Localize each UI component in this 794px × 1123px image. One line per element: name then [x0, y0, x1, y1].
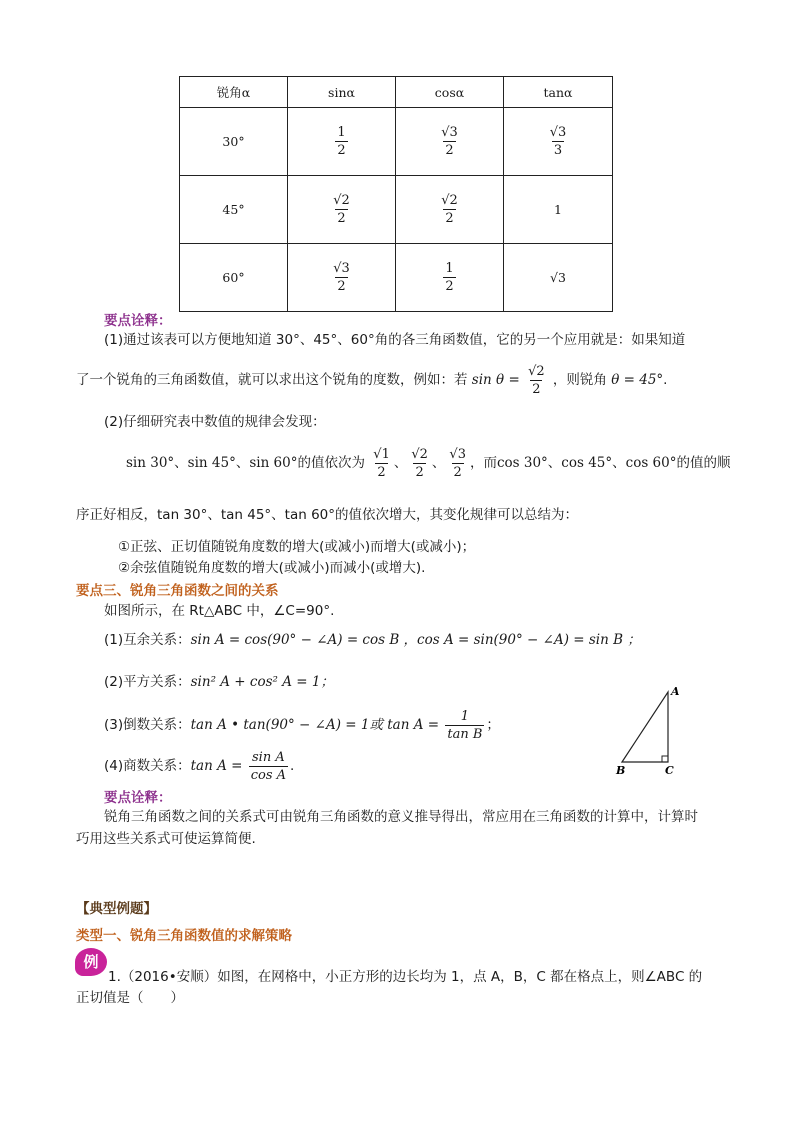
table-row — [180, 108, 613, 176]
table-row — [180, 176, 613, 244]
table-row — [180, 244, 613, 312]
right-triangle-figure — [610, 682, 690, 778]
question-1-line-2: 正切值是（ ） — [76, 990, 184, 1006]
section-intro: 如图所示，在 Rt△ABC 中，∠C=90°. — [104, 603, 335, 619]
triangle-shape — [622, 692, 668, 762]
sin-cell: $\frac{√2}{2}$ — [288, 176, 396, 244]
table-header-angle: 锐角α — [180, 77, 288, 108]
tan-cell: √3 — [504, 244, 613, 312]
section-heading: 要点三、锐角三角函数之间的关系 — [76, 583, 279, 599]
rule-2: ②余弦值随锐角度数的增大(或减小)而减小(或增大). — [118, 560, 426, 576]
relation-reciprocal: (3)倒数关系：tan A • tan(90° − ∠A) = 1或 tan A = $\frac{1}{\text{tan B}}$ ； — [104, 708, 500, 742]
tan-cell: 1 — [504, 176, 613, 244]
note-paragraph-2-line-1: (2)仔细研究表中数值的规律会发现： — [104, 414, 326, 430]
table-header-cos: cosα — [396, 77, 504, 108]
note2-line-1: 锐角三角函数之间的关系式可由锐角三角函数的意义推导得出，常应用在三角函数的计算中，计算时 — [104, 809, 698, 825]
right-angle-mark — [662, 756, 668, 762]
sin-cell: $\frac{√3}{2}$ — [288, 244, 396, 312]
vertex-c-label: C — [665, 764, 674, 777]
vertex-b-label: B — [616, 764, 626, 777]
vertex-a-label: A — [671, 685, 680, 698]
relation-square: (2)平方关系：sin² A + cos² A = 1； — [104, 674, 334, 690]
table-header-sin: sinα — [288, 77, 396, 108]
cos-cell: $\frac{1}{2}$ — [396, 244, 504, 312]
trig-value-table — [179, 76, 613, 312]
note-paragraph-2-line-3: 序正好相反，tan 30°、tan 45°、tan 60°的值依次增大，其变化规律可以总结为： — [76, 507, 579, 523]
angle-cell: 60° — [180, 244, 288, 312]
note-paragraph-1-line-2: 了一个锐角的三角函数值，就可以求出这个锐角的度数，例如：若 sin θ = $\frac{√2}{2}$ ，则锐角 θ = 45°. — [76, 363, 668, 397]
note-title: 要点诠释： — [104, 313, 172, 329]
note-paragraph-2-line-2: sin 30°、sin 45°、sin 60°的值依次为 $\frac{√1}{2}$ 、 $\frac{√2}{2}$ 、 $\frac{√3}{2}$ ，而cos 30°、cos 45°、cos 60°的值的顺 — [126, 446, 731, 480]
type-heading: 类型一、锐角三角函数值的求解策略 — [76, 928, 292, 944]
cos-cell: $\frac{√2}{2}$ — [396, 176, 504, 244]
tan-cell: $\frac{√3}{3}$ — [504, 108, 613, 176]
angle-cell: 45° — [180, 176, 288, 244]
examples-heading: 【典型例题】 — [76, 901, 157, 917]
relation-complementary: (1)互余关系：sin A = cos(90° − ∠A) = cos B ，cos A = sin(90° − ∠A) = sin B ； — [104, 632, 641, 648]
rule-1: ①正弦、正切值随锐角度数的增大(或减小)而增大(或减小)； — [118, 539, 476, 555]
angle-cell: 30° — [180, 108, 288, 176]
cos-cell: $\frac{√3}{2}$ — [396, 108, 504, 176]
relation-quotient: (4)商数关系：tan A = $\frac{\text{sin A}}{\text{cos A}}$ . — [104, 749, 295, 783]
note-title: 要点诠释： — [104, 790, 172, 806]
sin-cell: $\frac{1}{2}$ — [288, 108, 396, 176]
note2-line-2: 巧用这些关系式可使运算简便. — [76, 831, 256, 847]
table-header-tan: tanα — [504, 77, 613, 108]
example-badge-icon: 例 — [75, 948, 107, 976]
question-1-line-1: 1.（2016•安顺）如图，在网格中，小正方形的边长均为 1，点 A，B，C 都在格点上，则∠ABC 的 — [108, 969, 703, 985]
note-paragraph-1-line-1: (1)通过该表可以方便地知道 30°、45°、60°角的各三角函数值，它的另一个应用就是：如果知道 — [104, 332, 686, 348]
